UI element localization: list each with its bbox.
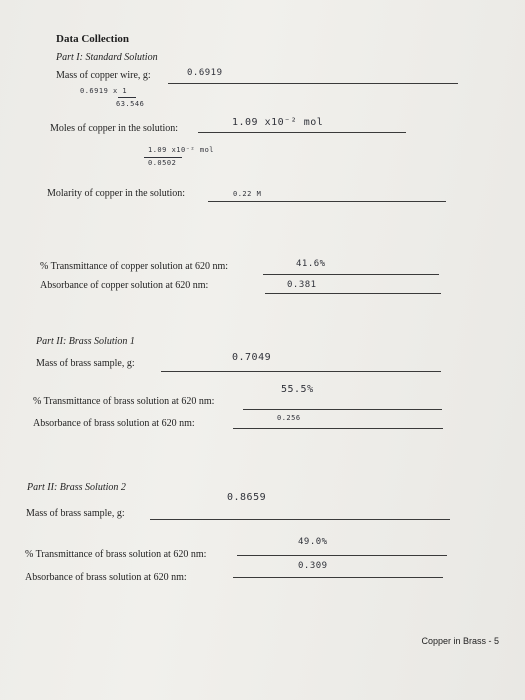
copper-absorbance-value: 0.381	[287, 280, 317, 290]
copper-molarity-value: 0.22 M	[233, 190, 262, 198]
copper-mass-line	[168, 83, 458, 84]
page-footer: Copper in Brass - 5	[421, 636, 499, 646]
brass1-transmittance-value: 55.5%	[281, 384, 314, 395]
copper-mass-calc-denominator: 63.546	[116, 100, 145, 108]
brass1-transmittance-line	[243, 409, 442, 410]
brass1-heading: Part II: Brass Solution 1	[36, 336, 135, 347]
copper-transmittance-value: 41.6%	[296, 259, 326, 269]
brass1-mass-line	[161, 371, 441, 372]
copper-transmittance-line	[263, 274, 439, 275]
brass1-mass-value: 0.7049	[232, 352, 272, 363]
calc-fraction-bar	[144, 157, 182, 158]
copper-moles-calc-denominator: 0.0502	[148, 159, 177, 167]
page-title: Data Collection	[56, 33, 130, 45]
copper-moles-calc-numerator: 1.09 x10⁻² mol	[148, 146, 215, 154]
calc-fraction-bar	[118, 97, 136, 98]
copper-mass-label: Mass of copper wire, g:	[56, 70, 151, 81]
copper-molarity-line	[208, 201, 446, 202]
brass2-mass-value: 0.8659	[227, 492, 267, 503]
brass1-absorbance-label: Absorbance of brass solution at 620 nm:	[33, 418, 195, 429]
copper-absorbance-line	[265, 293, 441, 294]
brass2-transmittance-value: 49.0%	[298, 537, 328, 547]
brass2-absorbance-label: Absorbance of brass solution at 620 nm:	[25, 572, 187, 583]
brass2-absorbance-line	[233, 577, 443, 578]
copper-molarity-label: Molarity of copper in the solution:	[47, 188, 186, 199]
brass2-mass-label: Mass of brass sample, g:	[26, 508, 125, 519]
copper-transmittance-label: % Transmittance of copper solution at 620 nm:	[40, 261, 229, 272]
copper-mass-value: 0.6919	[187, 68, 223, 78]
brass2-heading: Part II: Brass Solution 2	[27, 482, 126, 493]
brass1-transmittance-label: % Transmittance of brass solution at 620 nm:	[33, 396, 215, 407]
brass2-transmittance-label: % Transmittance of brass solution at 620 nm:	[25, 549, 207, 560]
brass2-absorbance-value: 0.309	[298, 561, 328, 571]
brass2-transmittance-line	[237, 555, 447, 556]
copper-moles-line	[198, 132, 406, 133]
copper-moles-value: 1.09 x10⁻² mol	[232, 117, 324, 128]
brass1-mass-label: Mass of brass sample, g:	[36, 358, 135, 369]
copper-absorbance-label: Absorbance of copper solution at 620 nm:	[40, 280, 209, 291]
brass2-mass-line	[150, 519, 450, 520]
part1-heading: Part I: Standard Solution	[56, 52, 158, 63]
brass1-absorbance-value: 0.256	[277, 414, 301, 422]
copper-mass-calc-numerator: 0.6919 x 1	[80, 87, 128, 95]
copper-moles-label: Moles of copper in the solution:	[50, 123, 179, 134]
brass1-absorbance-line	[233, 428, 443, 429]
